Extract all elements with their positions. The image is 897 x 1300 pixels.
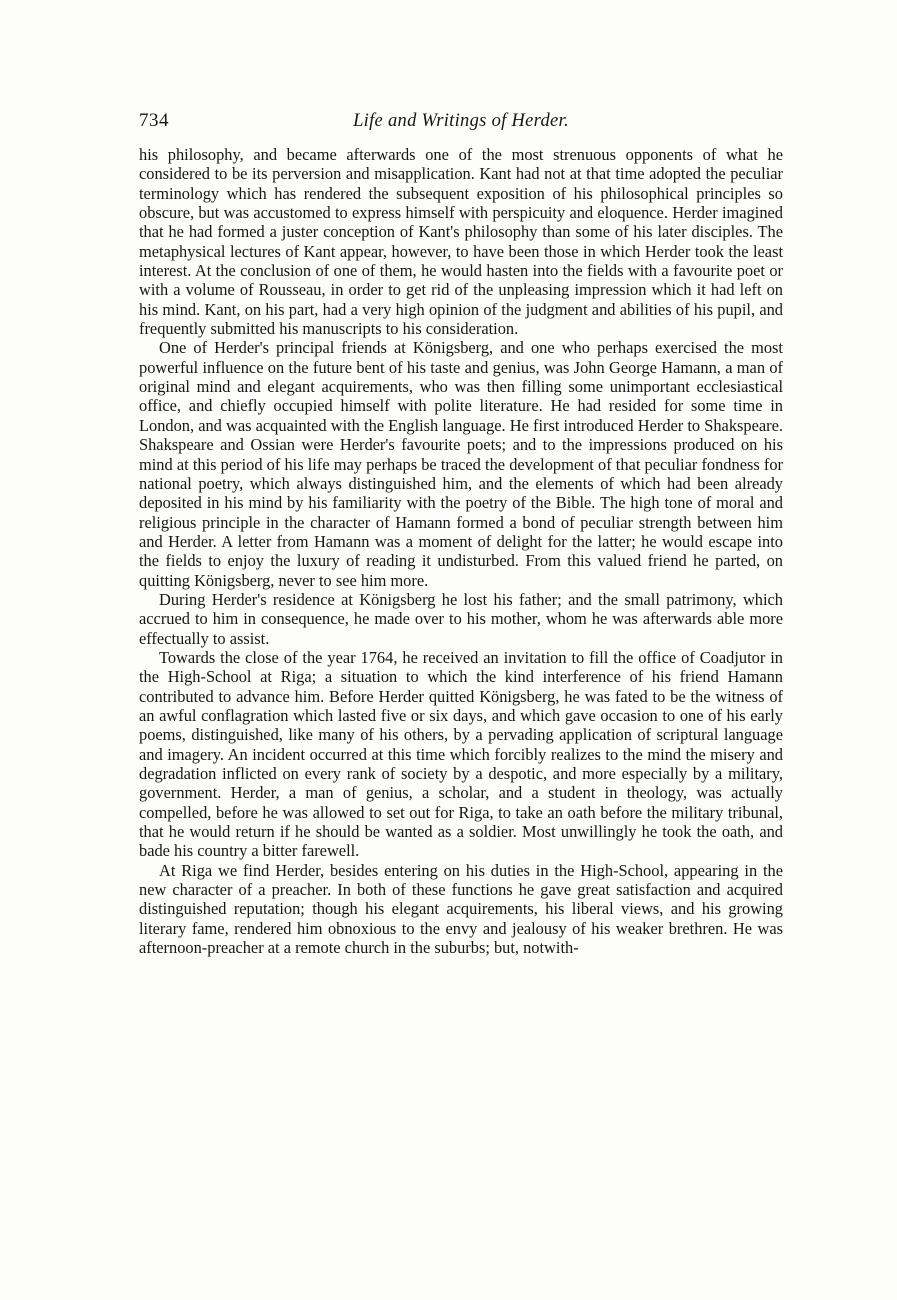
paragraph-riga-invitation: Towards the close of the year 1764, he received an invitation to fill the office of Coadjutor in the High-School at Riga; a situation to which the kind interference of his friend Hamann contributed to advance him. Before Herder quitted Königsberg, he was fated to be the witness of an awful conflagration which lasted five or six days, and which gave occasion to one of his early poems, distinguished, like many of his others, by a pervading application of scriptural language and imagery. An incident occurred at this time which forcibly realizes to the mind the misery and degradation inflicted on every rank of society by a despotic, and more especially by a military, government. Herder, a man of genius, a scholar, and a student in theology, was actually compelled, before he was allowed to set out for Riga, to take an oath before the military tribunal, that he would return if he should be wanted as a soldier. Most unwillingly he took the oath, and bade his country a bitter farewell. [139,647,783,861]
paragraph-father: During Herder's residence at Königsberg he lost his father; and the small patrimony, which accrued to him in consequence, he made over to his mother, whom he was afterwards able more effectually to assist. [139,589,783,648]
paragraph-hamann: One of Herder's principal friends at Königsberg, and one who perhaps exercised the most powerful influence on the future bent of his taste and genius, was John George Hamann, a man of original mind and elegant acquirements, who was then filling some unimportant ecclesiastical office, and chiefly occupied himself with polite literature. He had resided for some time in London, and was acquainted with the English language. He first introduced Herder to Shakspeare. Shakspeare and Ossian were Herder's favourite poets; and to the impressions produced on his mind at this period of his life may perhaps be traced the development of that peculiar fondness for national poetry, which always distinguished him, and the elements of which had been already deposited in his mind by his familiarity with the poetry of the Bible. The high tone of moral and religious principle in the character of Hamann formed a bond of peculiar strength between him and Herder. A letter from Hamann was a moment of delight for the latter; he would escape into the fields to enjoy the luxury of reading it undisturbed. From this valued friend he parted, on quitting Königsberg, never to see him more. [139,338,783,590]
body-text [139,145,783,957]
paragraph-preacher: At Riga we find Herder, besides entering on his duties in the High-School, appearing in the new character of a preacher. In both of these functions he gave great satisfaction and acquired distinguished reputation; though his elegant acquirements, his liberal views, and his growing literary fame, rendered him obnoxious to the envy and jealousy of his weaker brethren. He was afternoon-preacher at a remote church in the suburbs; but, notwith- [139,860,783,958]
running-title: Life and Writings of Herder. [353,111,569,131]
paragraph-continued-philosophy: his philosophy, and became afterwards one of the most strenuous opponents of what he considered to be its perversion and misapplication. Kant had not at that time adopted the peculiar terminology which has rendered the subsequent exposition of his philosophical principles so obscure, but was accustomed to express himself with perspicuity and eloquence. Herder imagined that he had formed a juster conception of Kant's philosophy than some of his later disciples. The metaphysical lectures of Kant appear, however, to have been those in which Herder took the least interest. At the conclusion of one of them, he would hasten into the fields with a favourite poet or with a volume of Rousseau, in order to get rid of the unpleasing impression which it had left on his mind. Kant, on his part, had a very high opinion of the judgment and abilities of his pupil, and frequently submitted his manuscripts to his consideration. [139,145,783,339]
page-header [139,110,783,136]
page-number: 734 [139,110,169,131]
